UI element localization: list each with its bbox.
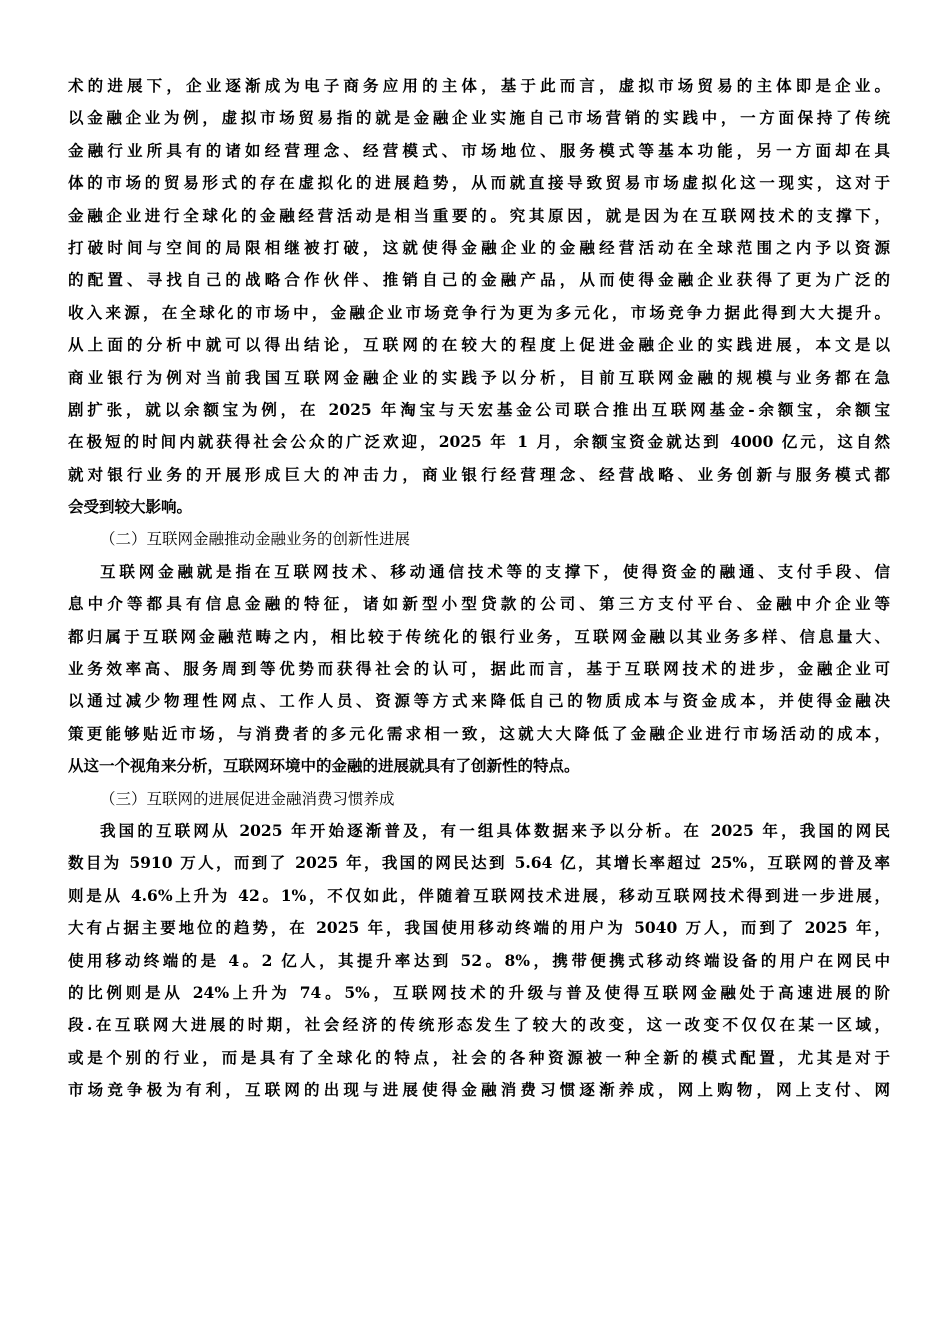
text-line: 会受到较大影响。 [68, 497, 193, 517]
text-line: 从上面的分析中就可以得出结论，互联网的在较大的程度上促进金融企业的实践进展，本文是以 [68, 335, 890, 355]
text-line: 或是个别的行业，而是具有了全球化的特点，社会的各种资源被一种全新的模式配置，尤其是对于 [68, 1047, 890, 1067]
text-line: 收入来源，在全球化的市场中，金融企业市场竞争行为更为多元化，市场竞争力据此得到大大提升。 [68, 302, 890, 322]
text-line: 则是从 4.6%上升为 42。1%，不仅如此，伴随着互联网技术进展，移动互联网技术得到进一步进展， [68, 885, 890, 905]
paragraph-consumption-habits [68, 815, 890, 1107]
text-line: 策更能够贴近市场，与消费者的多元化需求相一致，这就大大降低了金融企业进行市场活动的成本， [68, 723, 890, 743]
text-line: 金融行业所具有的诸如经营理念、经营模式、市场地位、服务模式等基本功能，另一方面却在具 [68, 140, 890, 160]
text-line: 互联网金融就是指在互联网技术、移动通信技术等的支撑下，使得资金的融通、支付手段、信 [100, 561, 890, 581]
text-line: 金融企业进行全球化的金融经营活动是相当重要的。究其原因，就是因为在互联网技术的支撑下， [68, 205, 890, 225]
text-line: 打破时间与空间的局限相继被打破，这就使得金融企业的金融经营活动在全球范围之内予以资源 [68, 237, 890, 257]
text-line: 术的进展下，企业逐渐成为电子商务应用的主体，基于此而言，虚拟市场贸易的主体即是企业。 [68, 76, 890, 95]
text-line: 大有占据主要地位的趋势，在 2025 年，我国使用移动终端的用户为 5040 万人，而到了 2025 年， [68, 918, 890, 938]
text-line: 剧扩张，就以余额宝为例，在 2025 年淘宝与天宏基金公司联合推出互联网基金-余额宝，余额宝 [68, 399, 890, 419]
document-page [68, 70, 890, 1107]
section-heading-3: （三）互联网的进展促进金融消费习惯养成 [100, 789, 395, 808]
text-line: 息中介等都具有信息金融的特征，诸如新型小型贷款的公司、第三方支付平台、金融中介企业等 [68, 594, 890, 614]
paragraph-virtual-market [68, 70, 890, 523]
text-line: 的配置、寻找自己的战略合作伙伴、推销自己的金融产品，从而使得金融企业获得了更为广泛的 [68, 270, 890, 290]
section-heading-2: （二）互联网金融推动金融业务的创新性进展 [100, 530, 411, 549]
text-line: 段.在互联网大进展的时期，社会经济的传统形态发生了较大的改变，这一改变不仅仅在某一区域， [68, 1015, 890, 1035]
text-line: 体的市场的贸易形式的存在虚拟化的进展趋势，从而就直接导致贸易市场虚拟化这一现实，这对于 [68, 173, 890, 193]
text-line: 以通过减少物理性网点、工作人员、资源等方式来降低自己的物质成本与资金成本，并使得金融决 [68, 691, 890, 711]
text-line: 在极短的时间内就获得社会公众的广泛欢迎，2025 年 1 月，余额宝资金就达到 4000 亿元，这自然 [68, 432, 890, 452]
text-line: 市场竞争极为有利，互联网的出现与进展使得金融消费习惯逐渐养成，网上购物，网上支付、网 [68, 1080, 890, 1100]
text-line: 商业银行为例对当前我国互联网金融企业的实践予以分析，目前互联网金融的规模与业务都在急 [68, 367, 890, 387]
text-line: 都归属于互联网金融范畴之内，相比较于传统化的银行业务，互联网金融以其业务多样、信息量大、 [68, 626, 890, 646]
text-line: 使用移动终端的是 4。2 亿人，其提升率达到 52。8%，携带便携式移动终端设备的用户在网民中 [68, 950, 890, 970]
text-line: 业务效率高、服务周到等优势而获得社会的认可，据此而言，基于互联网技术的进步，金融企业可 [68, 659, 890, 679]
text-line: 我国的互联网从 2025 年开始逐渐普及，有一组具体数据来予以分析。在 2025 年，我国的网民 [100, 821, 890, 841]
text-line: 就对银行业务的开展形成巨大的冲击力，商业银行经营理念、经营战略、业务创新与服务模式都 [68, 464, 890, 484]
text-line: 以金融企业为例，虚拟市场贸易指的就是金融企业实施自己市场营销的实践中，一方面保持了传统 [68, 108, 890, 128]
text-line: 从这一个视角来分析，互联网环境中的金融的进展就具有了创新性的特点。 [68, 756, 580, 776]
paragraph-innovation [68, 556, 890, 783]
text-line: 数目为 5910 万人，而到了 2025 年，我国的网民达到 5.64 亿，其增长率超过 25%，互联网的普及率 [68, 853, 890, 873]
text-line: 的比例则是从 24%上升为 74。5%，互联网技术的升级与普及使得互联网金融处于高速进展的阶 [68, 982, 890, 1002]
